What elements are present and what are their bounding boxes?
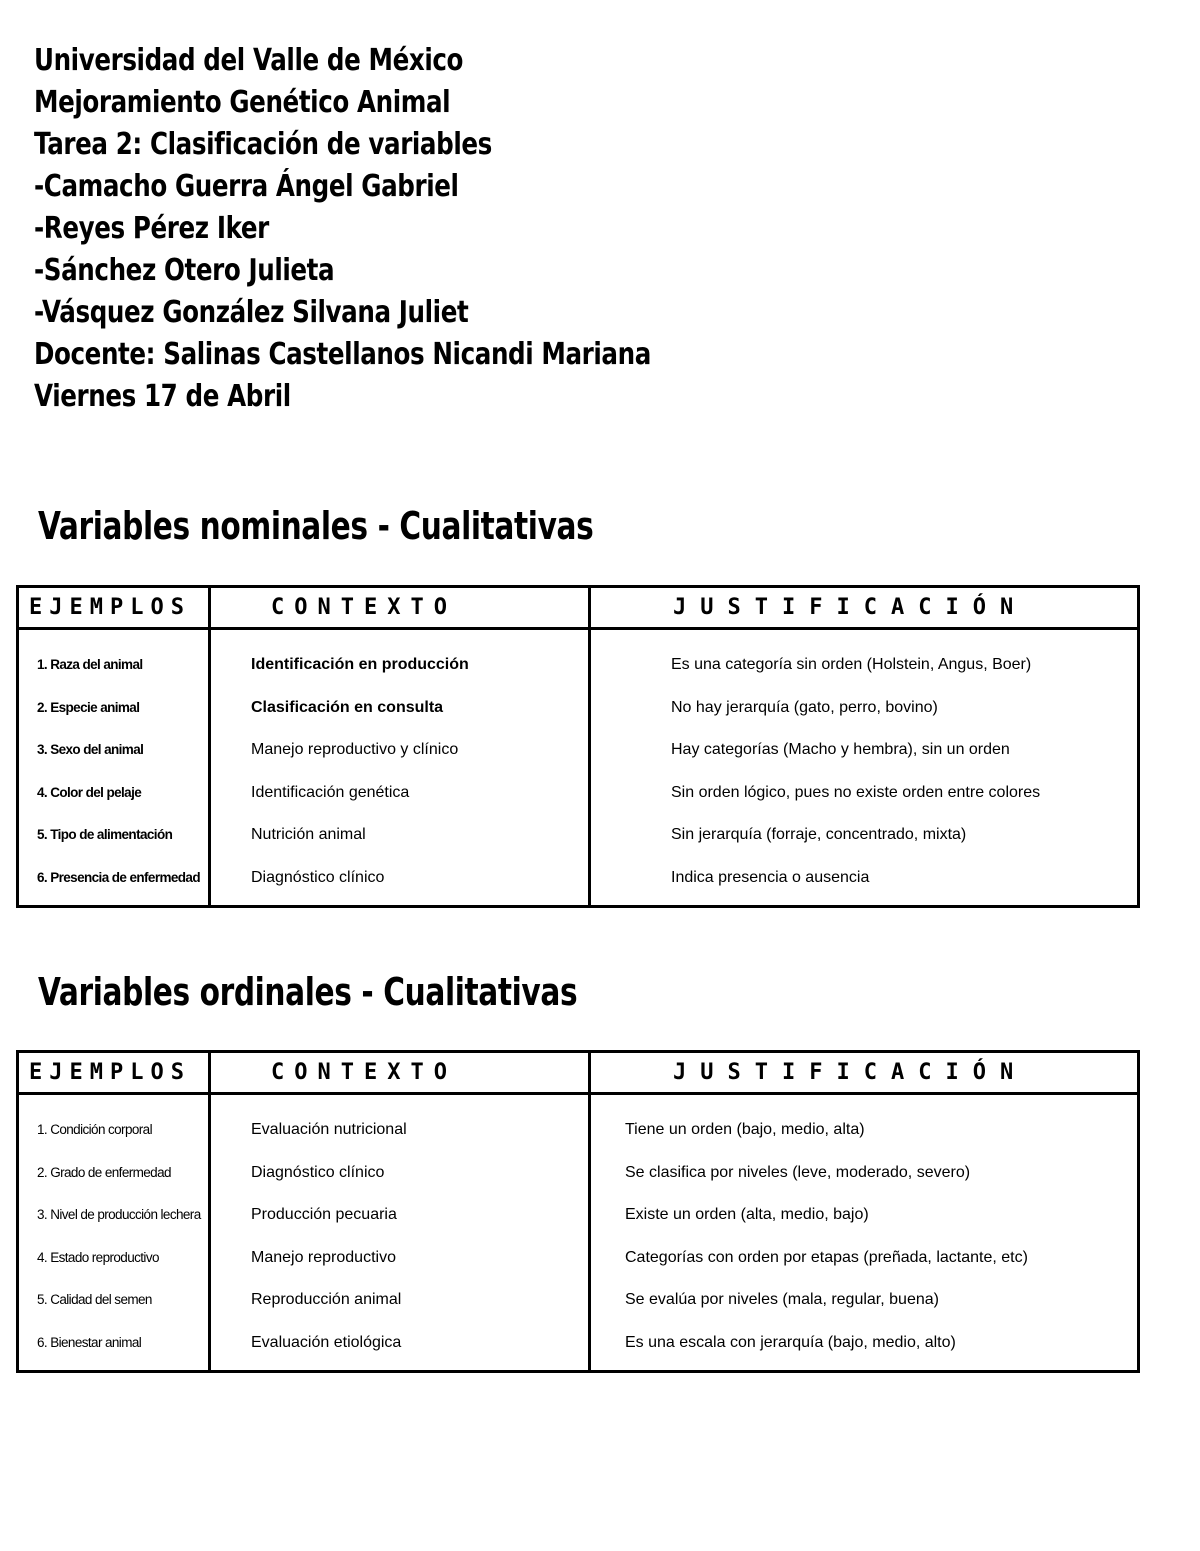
table-cell-ejemplo: 3. Sexo del animal [37,742,144,757]
justificacion-column [591,630,1137,905]
table-cell-ejemplo: 1. Condición corporal [37,1122,152,1137]
header-justificacion: JUSTIFICACIÓN [673,595,1028,620]
course-name: Mejoramiento Genético Animal [34,85,451,120]
contexto-column [211,1095,591,1370]
table-cell-contexto: Producción pecuaria [251,1206,397,1223]
table-cell-ejemplo: 4. Estado reproductivo [37,1249,159,1265]
header-ejemplos: EJEMPLOS [19,1053,211,1092]
table-cell-ejemplo: 6. Presencia de enfermedad [37,869,200,885]
table-cell-ejemplo: 3. Nivel de producción lechera [37,1207,201,1222]
table-header-row [19,1053,1137,1095]
header-ejemplos: EJEMPLOS [19,588,211,627]
header-justificacion: JUSTIFICACIÓN [673,1060,1028,1085]
ejemplos-column [19,1095,211,1370]
table-cell-justificacion: Es una categoría sin orden (Holstein, Angus, Boer) [671,656,1032,673]
justificacion-column [591,1095,1137,1370]
header-contexto: CONTEXTO [211,588,591,627]
table-cell-contexto: Identificación genética [251,783,410,801]
table-cell-ejemplo: 1. Raza del animal [37,657,143,672]
ordinal-section-title: Variables ordinales - Cualitativas [38,970,578,1014]
table-cell-ejemplo: 5. Calidad del semen [37,1292,152,1307]
table-cell-contexto: Diagnóstico clínico [251,1163,385,1181]
ejemplos-column [19,630,211,905]
student-name: -Vásquez González Silvana Juliet [34,295,469,330]
table-cell-justificacion: Categorías con orden por etapas (preñada, lactante, etc) [625,1248,1028,1266]
student-name: -Camacho Guerra Ángel Gabriel [34,169,459,204]
table-cell-justificacion: Existe un orden (alta, medio, bajo) [625,1206,869,1223]
table-cell-justificacion: Es una escala con jerarquía (bajo, medio, alto) [625,1333,956,1351]
table-cell-justificacion: Indica presencia o ausencia [671,868,870,886]
table-cell-ejemplo: 2. Grado de enfermedad [37,1164,171,1180]
date: Viernes 17 de Abril [34,379,291,414]
table-cell-justificacion: Sin orden lógico, pues no existe orden entre colores [671,783,1041,801]
table-cell-justificacion: Se clasifica por niveles (leve, moderado, severo) [625,1163,971,1181]
table-cell-ejemplo: 5. Tipo de alimentación [37,827,173,842]
nominal-table [16,585,1140,908]
header-contexto: CONTEXTO [211,1053,591,1092]
table-cell-ejemplo: 4. Color del pelaje [37,784,142,800]
table-cell-ejemplo: 6. Bienestar animal [37,1334,142,1350]
table-cell-contexto: Reproducción animal [251,1291,402,1308]
table-cell-justificacion: Hay categorías (Macho y hembra), sin un orden [671,741,1010,758]
table-cell-ejemplo: 2. Especie animal [37,699,140,715]
assignment-title: Tarea 2: Clasificación de variables [34,127,492,162]
table-header-row [19,588,1137,630]
table-cell-contexto: Clasificación en consulta [251,698,444,716]
document-header [34,40,651,418]
table-cell-justificacion: No hay jerarquía (gato, perro, bovino) [671,698,938,716]
table-cell-contexto: Evaluación etiológica [251,1333,402,1351]
table-cell-contexto: Manejo reproductivo y clínico [251,741,459,758]
table-cell-justificacion: Sin jerarquía (forraje, concentrado, mixta) [671,826,967,843]
table-cell-contexto: Manejo reproductivo [251,1248,396,1266]
university-name: Universidad del Valle de México [34,43,464,78]
student-name: -Reyes Pérez Iker [34,211,269,246]
table-cell-contexto: Nutrición animal [251,826,366,843]
ordinal-table [16,1050,1140,1373]
table-cell-justificacion: Se evalúa por niveles (mala, regular, buena) [625,1291,939,1308]
student-name: -Sánchez Otero Julieta [34,253,335,288]
table-cell-justificacion: Tiene un orden (bajo, medio, alta) [625,1121,865,1138]
table-cell-contexto: Identificación en producción [251,656,469,673]
teacher-name: Docente: Salinas Castellanos Nicandi Mariana [34,337,651,372]
table-cell-contexto: Diagnóstico clínico [251,868,385,886]
nominal-section-title: Variables nominales - Cualitativas [38,504,594,548]
table-cell-contexto: Evaluación nutricional [251,1121,407,1138]
contexto-column [211,630,591,905]
